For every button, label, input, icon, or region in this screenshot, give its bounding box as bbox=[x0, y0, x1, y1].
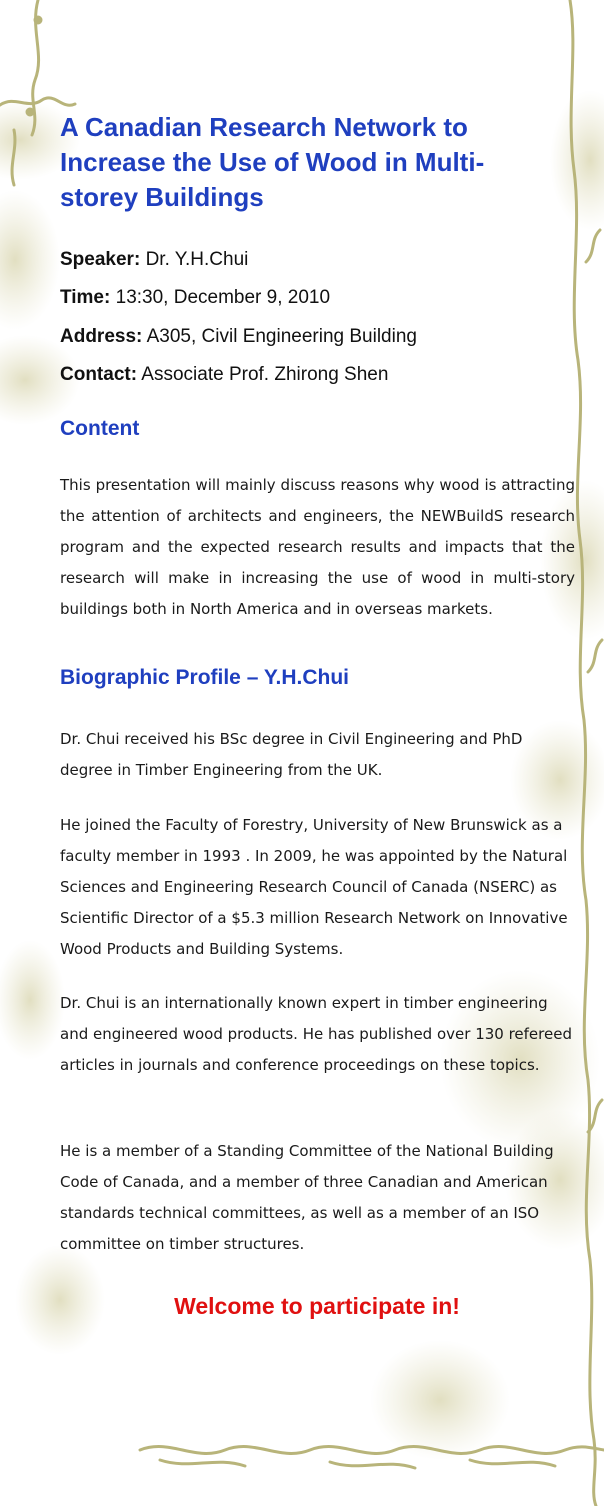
contact-value: Associate Prof. Zhirong Shen bbox=[141, 364, 389, 385]
contact-label: Contact: bbox=[60, 364, 138, 385]
contact-row bbox=[60, 364, 388, 386]
address-value: A305, Civil Engineering Building bbox=[146, 326, 417, 347]
bio-paragraph: Dr. Chui is an internationally known expert in timber engineering and engineered wood products. He has published over 130 refereed articles in journals and conference proceedings on these topics. bbox=[60, 994, 572, 1074]
speaker-label: Speaker: bbox=[60, 249, 141, 270]
bio-paragraph: He joined the Faculty of Forestry, University of New Brunswick as a faculty member in 1993 . In 2009, he was appointed by the Natural Sciences and Engineering Research Council of Canada (NSERC) as Scientific Director of a $5.3 million Research Network on Innovative Wood Products and Building Systems. bbox=[60, 816, 568, 958]
speaker-row bbox=[60, 249, 248, 271]
bio-paragraph: Dr. Chui received his BSc degree in Civil Engineering and PhD degree in Timber Engineering from the UK. bbox=[60, 730, 523, 779]
bio-heading: Biographic Profile – Y.H.Chui bbox=[60, 666, 349, 689]
bio-paragraph: He is a member of a Standing Committee of the National Building Code of Canada, and a member of three Canadian and American standards technical committees, as well as a member of an ISO committee on timber structures. bbox=[60, 1142, 554, 1253]
address-label: Address: bbox=[60, 326, 143, 347]
speaker-value: Dr. Y.H.Chui bbox=[145, 249, 249, 270]
welcome-message: Welcome to participate in! bbox=[174, 1293, 460, 1319]
content-heading: Content bbox=[60, 417, 140, 440]
page-title: A Canadian Research Network to Increase the Use of Wood in Multi-storey Buildings bbox=[60, 112, 485, 212]
time-row bbox=[60, 287, 330, 309]
time-label: Time: bbox=[60, 287, 111, 308]
address-row bbox=[60, 326, 417, 348]
content-paragraph: This presentation will mainly discuss reasons why wood is attracting the attention of architects and engineers, the NEWBuildS research program and the expected research results and impacts that the research will make in increasing the use of wood in multi-story buildings both in North America and in overseas markets. bbox=[60, 476, 575, 618]
time-value: 13:30, December 9, 2010 bbox=[115, 287, 331, 308]
